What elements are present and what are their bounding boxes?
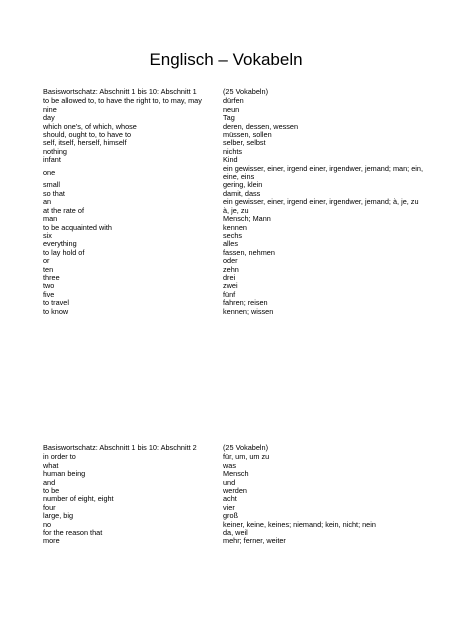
german-translation: kennen [223,222,247,232]
section-header: Basiswortschatz: Abschnitt 1 bis 10: Abschnitt 2 [43,443,197,452]
german-translation: fünf [223,289,236,299]
german-translation: fahren; reisen [223,298,268,308]
english-term: small [43,180,61,190]
german-translation: dürfen [223,96,244,106]
english-term: so that [43,188,65,198]
english-term: day [43,113,55,123]
german-translation: Kind [223,155,238,165]
page-title: Englisch – Vokabeln [149,50,303,69]
english-term: for the reason that [43,528,103,538]
german-translation: damit, dass [223,188,261,198]
english-term: six [43,230,52,240]
section-count: (25 Vokabeln) [223,443,269,452]
german-translation: alles [223,239,239,249]
german-translation: zwei [223,281,238,291]
english-term: should, ought to, to have to [43,130,132,140]
english-term: or [43,256,50,266]
english-term: to know [43,306,69,316]
english-term: self, itself, herself, himself [43,138,127,148]
english-term: which one's, of which, whose [43,121,137,131]
english-term: what [43,460,59,470]
german-translation: mehr; ferner, weiter [223,536,286,546]
english-term: human being [43,469,86,479]
german-translation: drei [223,272,236,282]
german-translation: keiner, keine, keines; niemand; kein, nicht; nein [223,519,376,529]
german-translation: Mensch [223,469,249,479]
english-term: large, big [43,511,74,521]
vocab-row [43,537,423,545]
english-term: two [43,281,55,291]
english-term: more [43,536,60,546]
german-translation: à, je, zu [223,205,249,215]
english-term: to travel [43,298,69,308]
german-translation: da, weil [223,528,248,538]
english-term: to be [43,486,60,496]
english-term: infant [43,155,61,165]
german-translation: oder [223,256,238,266]
german-translation: Tag [223,113,235,123]
english-term: to be allowed to, to have the right to, to may, may [43,96,202,106]
english-term: and [43,477,56,487]
vocab-section-1-body [43,88,423,316]
english-term: five [43,289,55,299]
english-term: everything [43,239,77,249]
german-translation: sechs [223,230,243,240]
english-term: no [43,519,52,529]
english-term: one [43,167,56,177]
english-term: ten [43,264,54,274]
vocab-section-2-body [43,444,423,546]
german-translation: Mensch; Mann [223,214,271,224]
german-translation: müssen, sollen [223,130,272,140]
english-term: nine [43,104,57,114]
english-term: man [43,214,58,224]
german-translation: kennen; wissen [223,306,274,316]
english-term: in order to [43,452,76,462]
english-term: nothing [43,146,67,156]
german-translation: zehn [223,264,239,274]
german-translation: acht [223,494,237,504]
section-count: (25 Vokabeln) [223,87,269,96]
german-translation: fassen, nehmen [223,247,275,257]
section-header: Basiswortschatz: Abschnitt 1 bis 10: Abschnitt 1 [43,87,197,96]
german-translation: deren, dessen, wessen [223,121,299,131]
german-translation: und [223,477,236,487]
german-translation: neun [223,104,240,114]
vocab-section-1 [43,88,423,316]
english-term: three [43,272,60,282]
german-translation: für, um, um zu [223,452,270,462]
german-translation: werden [223,486,247,496]
vocab-row [43,308,423,316]
german-translation: ein gewisser, einer, irgend einer, irgendwer, jemand; à, je, zu [223,197,419,207]
german-translation: was [223,460,236,470]
german-translation: vier [223,502,235,512]
english-term: four [43,502,56,512]
english-term: number of eight, eight [43,494,114,504]
english-term: to be acquainted with [43,222,112,232]
german-translation: selber, selbst [223,138,266,148]
english-term: an [43,197,52,207]
german-translation: gering, klein [223,180,263,190]
vocab-section-2 [43,444,423,546]
vocab-row [43,165,423,182]
german-translation: nichts [223,146,243,156]
english-term: to lay hold of [43,247,85,257]
english-term: at the rate of [43,205,84,215]
german-translation: groß [223,511,239,521]
german-translation: ein gewisser, einer, irgend einer, irgendwer, jemand; man; ein, eine, eins [223,163,423,182]
